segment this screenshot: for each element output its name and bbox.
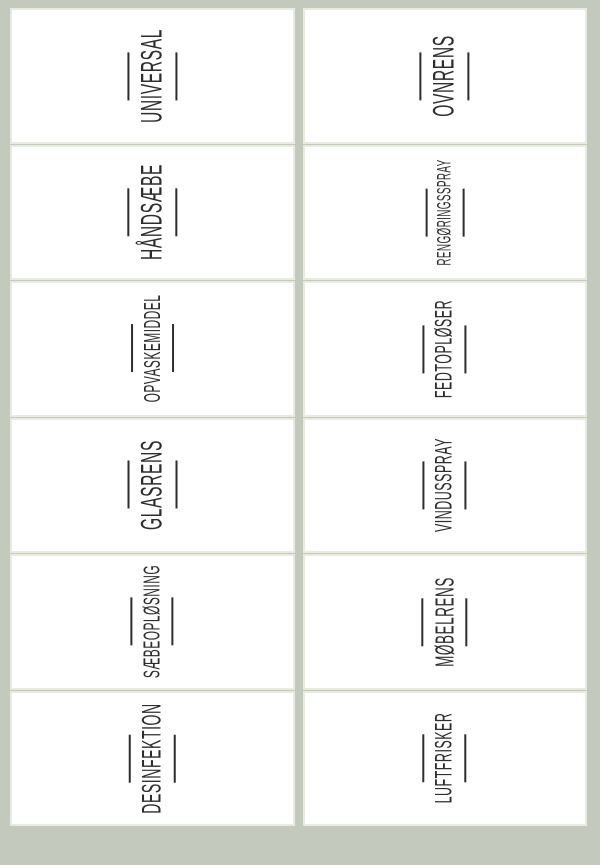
label-bottom-rule: [172, 325, 174, 373]
label-bottom-rule: [468, 52, 470, 100]
label-top-rule: [131, 598, 133, 646]
label-grid: [10, 8, 587, 826]
label-top-rule: [423, 734, 425, 782]
label-text: HÅNDSÆBE: [135, 164, 169, 261]
label-content: [129, 652, 176, 864]
label-text: OPVASKEMIDDEL: [138, 294, 165, 403]
label-card-mobelrens: [303, 554, 588, 690]
label-text: RENGØRINGSSPRAY: [434, 159, 456, 266]
label-top-rule: [127, 461, 129, 509]
label-bottom-rule: [465, 325, 467, 373]
label-card-opvaskemiddel: [10, 281, 295, 417]
label-text: DESINFEKTION: [136, 703, 167, 814]
label-top-rule: [420, 52, 422, 100]
label-card-luftfrisker: [303, 691, 588, 827]
label-bottom-rule: [462, 188, 464, 236]
label-text: UNIVERSAL: [135, 28, 169, 123]
label-text: FEDTOPLØSER: [430, 299, 458, 398]
label-bottom-rule: [174, 734, 176, 782]
label-text: GLASRENS: [135, 440, 169, 531]
label-card-vindusspray: [303, 418, 588, 554]
label-bottom-rule: [465, 461, 467, 509]
label-card-desinfektion: [10, 691, 295, 827]
label-text: MØBELRENS: [429, 576, 460, 667]
label-top-rule: [423, 461, 425, 509]
label-top-rule: [131, 325, 133, 373]
label-top-rule: [127, 188, 129, 236]
label-bottom-rule: [175, 52, 177, 100]
label-bottom-rule: [466, 598, 468, 646]
label-content: [423, 671, 467, 846]
label-top-rule: [127, 52, 129, 100]
label-text: LUFTFRISKER: [430, 712, 458, 804]
label-text: SÆBEOPLØSNING: [138, 565, 165, 679]
label-bottom-rule: [172, 598, 174, 646]
label-bottom-rule: [175, 188, 177, 236]
label-top-rule: [423, 325, 425, 373]
label-bottom-rule: [175, 461, 177, 509]
label-top-rule: [422, 598, 424, 646]
label-top-rule: [129, 734, 131, 782]
label-bottom-rule: [465, 734, 467, 782]
label-top-rule: [425, 188, 427, 236]
label-text: VINDUSSPRAY: [430, 438, 458, 533]
label-text: OVNRENS: [427, 34, 461, 117]
